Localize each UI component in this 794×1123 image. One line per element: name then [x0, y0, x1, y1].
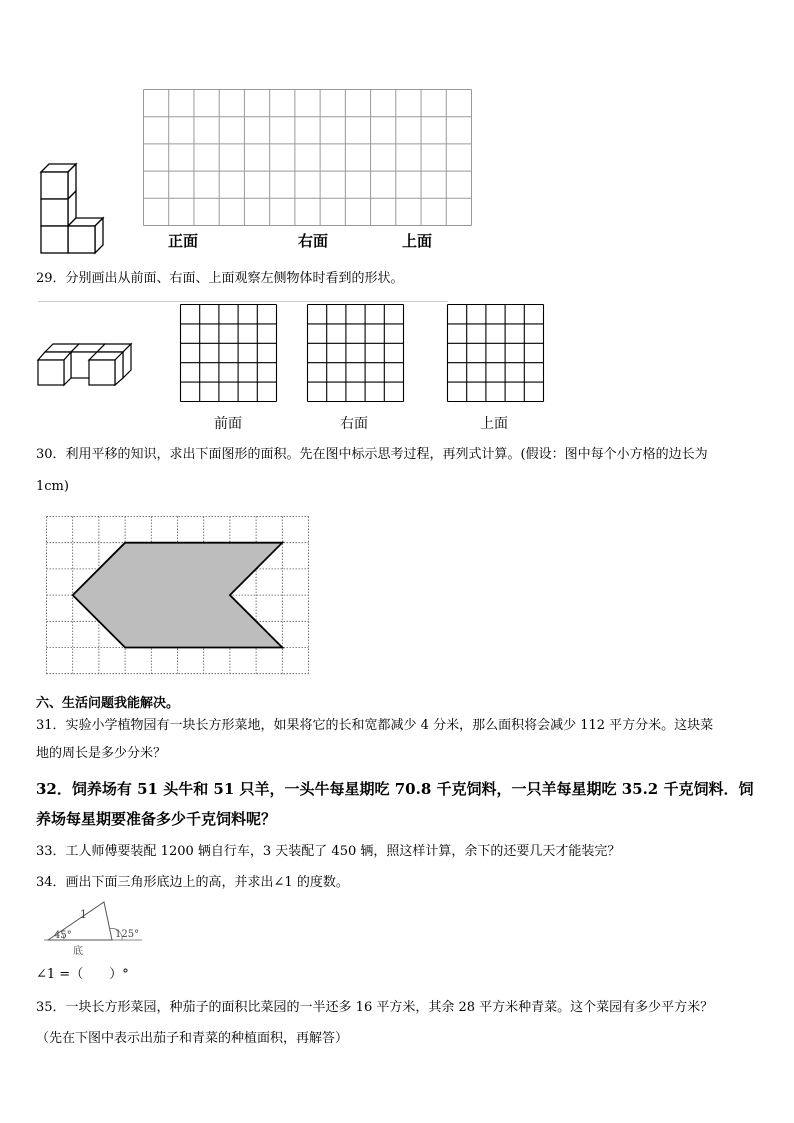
question-32-line1: 32．饲养场有 51 头牛和 51 只羊，一头牛每星期吃 70.8 千克饲料，一只羊每星期吃 35.2 千克饲料．饲 — [36, 780, 754, 798]
divider — [38, 301, 448, 302]
label-right: 右面 — [298, 232, 329, 250]
q28-drawing-grid[interactable] — [143, 89, 472, 226]
question-35-line1: 35．一块长方形菜园，种茄子的面积比菜园的一半还多 16 平方米，其余 28 平方米种青菜。这个菜园有多少平方米？ — [36, 1000, 714, 1015]
q30-dotted-grid-figure — [46, 516, 309, 674]
q29-grid-top[interactable] — [447, 304, 544, 402]
label-front-view: 前面 — [214, 416, 242, 432]
cube-stack-figure — [38, 160, 113, 255]
q34-triangle-figure — [42, 900, 142, 958]
question-34: 34．画出下面三角形底边上的高，并求出∠1 的度数。 — [36, 875, 349, 890]
angle-1-label: 1 — [80, 908, 87, 921]
label-top-view: 上面 — [480, 416, 508, 432]
question-30-line2: 1cm) — [36, 479, 69, 494]
q29-grid-front[interactable] — [180, 304, 277, 402]
q34-answer-blank[interactable]: ∠1 =（ ）° — [36, 967, 129, 982]
question-32-line2: 养场每星期要准备多少千克饲料呢？ — [36, 810, 277, 828]
question-35-line2: （先在下图中表示出茄子和青菜的种植面积，再解答） — [36, 1031, 349, 1046]
q29-grid-right[interactable] — [307, 304, 404, 402]
question-31-line2: 地的周长是多少分米？ — [36, 746, 167, 761]
label-right-view: 右面 — [340, 416, 368, 432]
question-29: 29．分别画出从前面、右面、上面观察左侧物体时看到的形状。 — [36, 271, 404, 286]
base-label: 底 — [73, 946, 83, 957]
cube-row-figure — [37, 342, 132, 387]
section-title: 六、生活问题我能解决。 — [36, 696, 180, 711]
label-front: 正面 — [168, 232, 199, 250]
angle-45-label: 45° — [54, 930, 72, 941]
question-30-line1: 30．利用平移的知识，求出下面图形的面积。先在图中标示思考过程，再列式计算。(假设：图中每个小方格的边长为 — [36, 447, 708, 462]
question-31-line1: 31．实验小学植物园有一块长方形菜地，如果将它的长和宽都减少 4 分米，那么面积将会减少 112 平方分米。这块菜 — [36, 718, 714, 733]
label-top: 上面 — [402, 232, 433, 250]
question-33: 33．工人师傅要装配 1200 辆自行车，3 天装配了 450 辆，照这样计算，余下的还要几天才能装完？ — [36, 844, 621, 859]
angle-125-label: 125° — [115, 929, 140, 940]
